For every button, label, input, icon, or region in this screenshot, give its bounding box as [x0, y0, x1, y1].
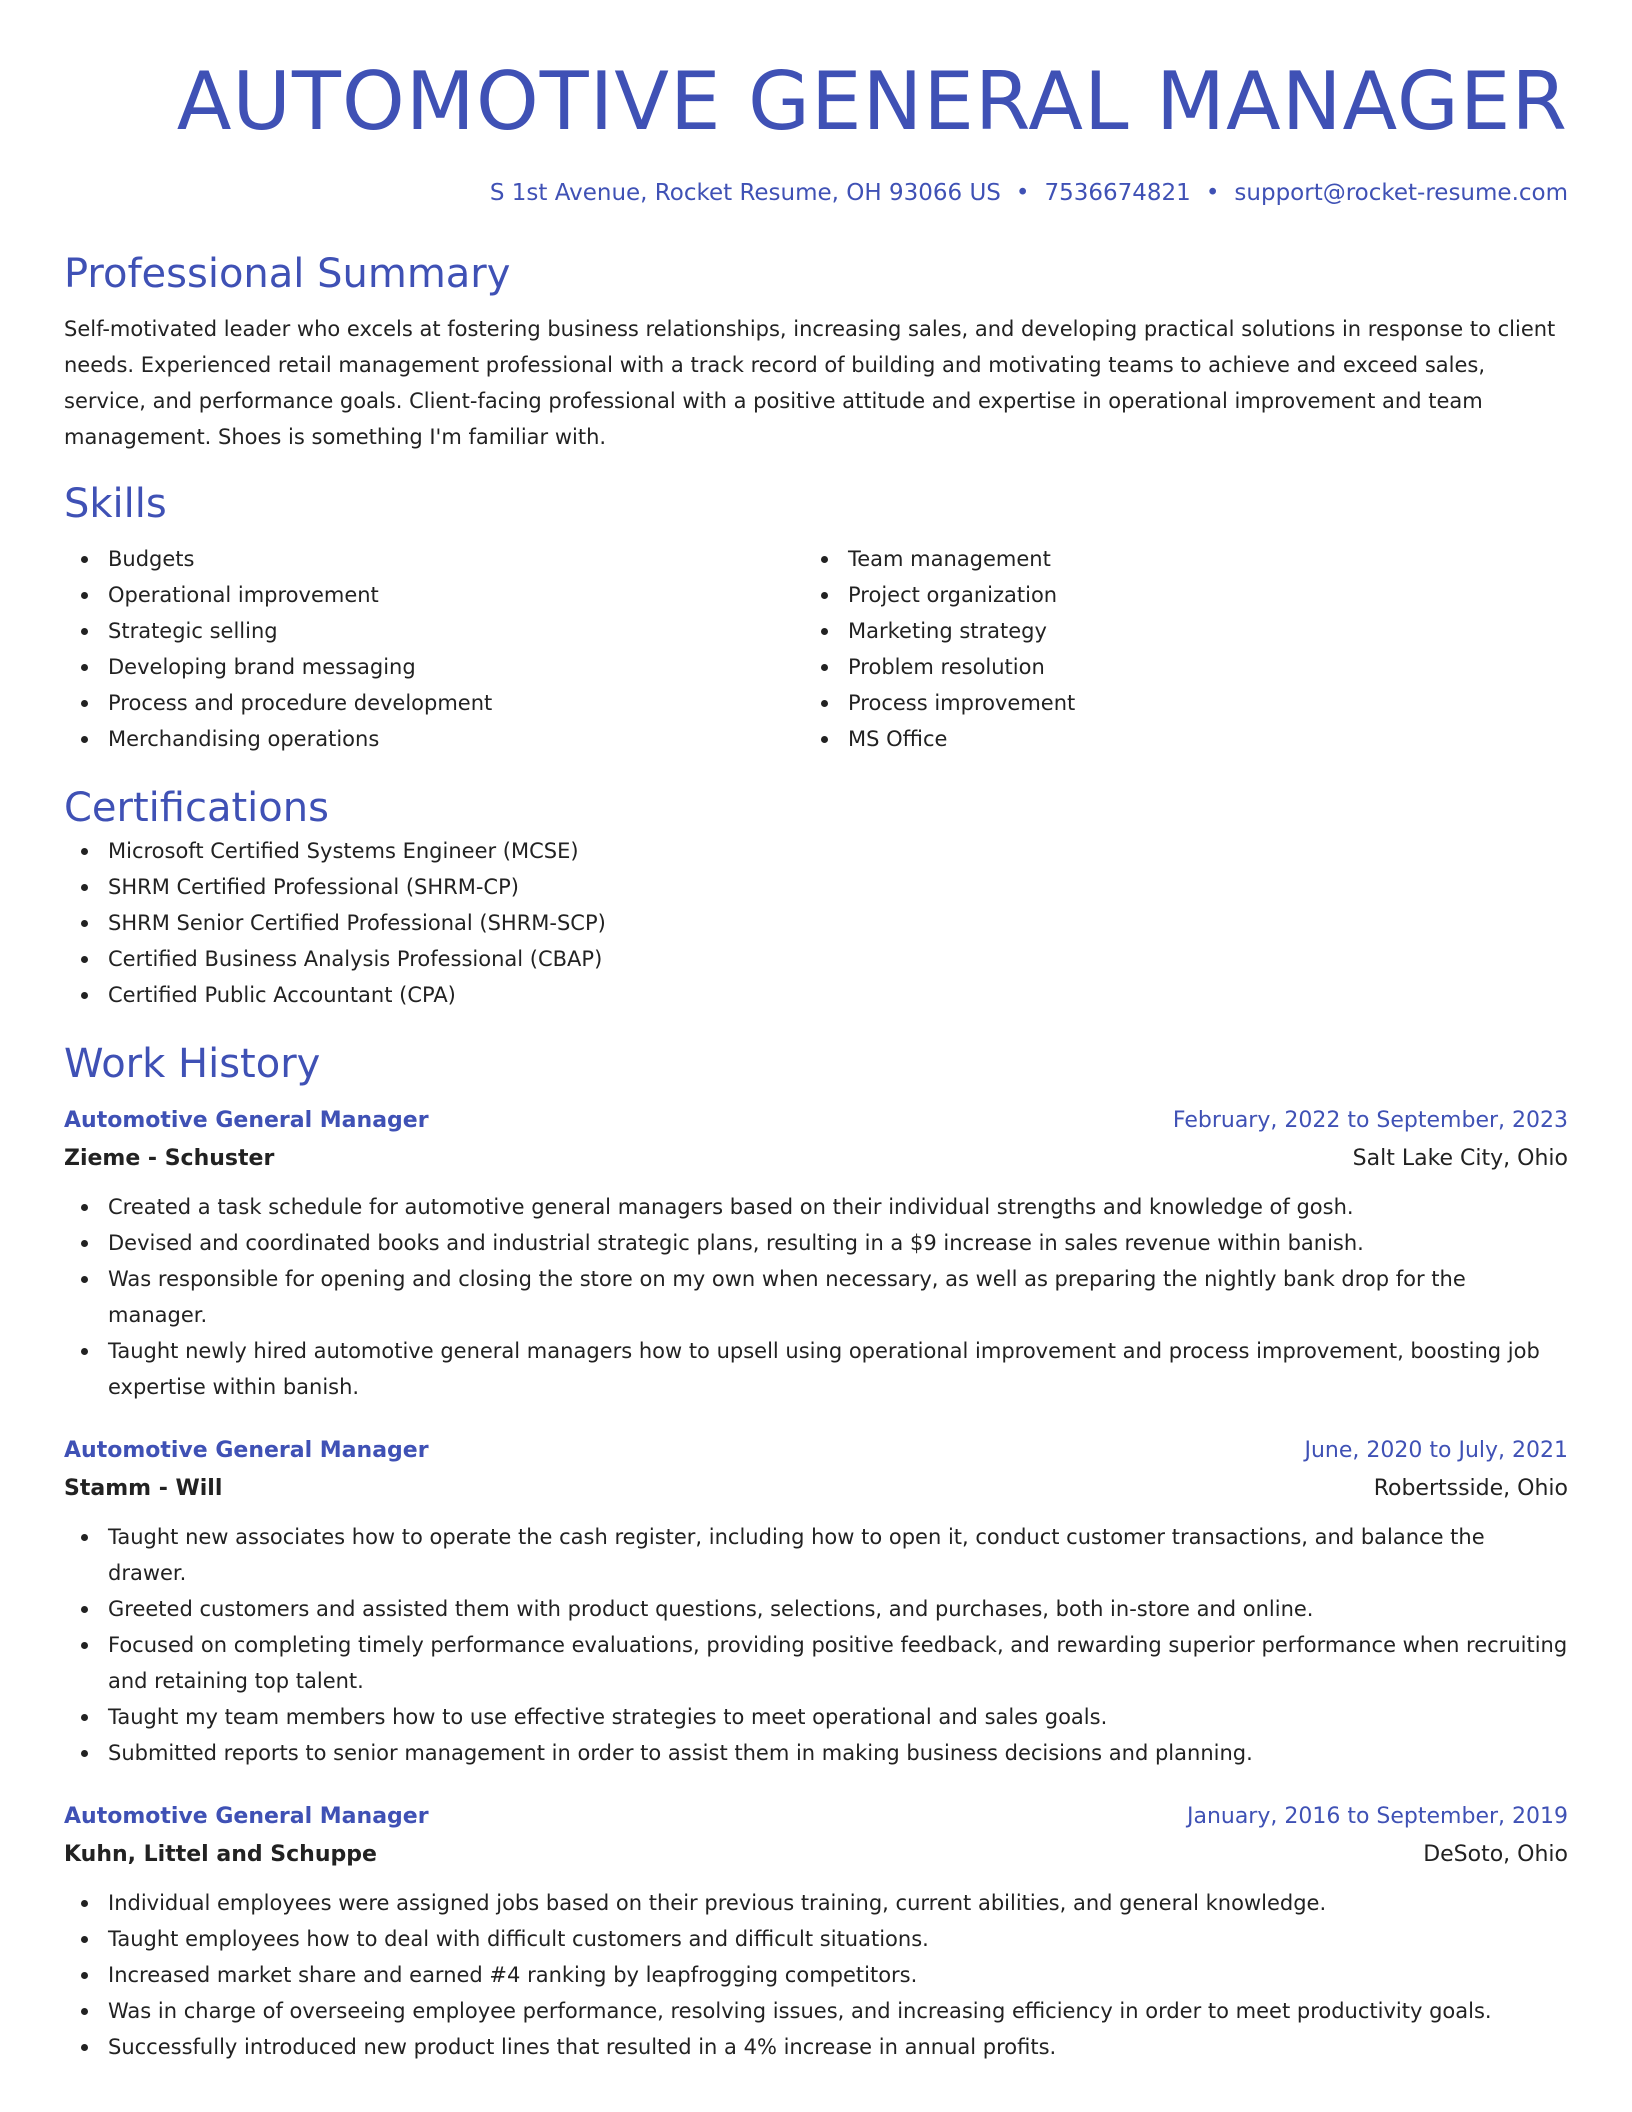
bullet-icon [81, 1714, 88, 1721]
job-bullet-text: Focused on completing timely performance evaluations, providing positive feedback, and rewarding superior performance when recruiting and retaining top talent. [108, 1633, 1568, 1693]
list-item [64, 1591, 1568, 1627]
list-item [804, 613, 1544, 649]
skills-column-right [804, 541, 1544, 757]
certification-label: SHRM Senior Certified Professional (SHRM-SCP) [108, 911, 606, 935]
bullet-icon [81, 628, 88, 635]
skills-list-right [804, 541, 1544, 757]
list-item [64, 941, 1568, 977]
job-location: Robertsside, Ohio [1373, 1476, 1568, 1501]
job-title: Automotive General Manager [64, 1108, 429, 1133]
skill-label: Merchandising operations [108, 727, 380, 751]
bullet-icon [821, 592, 828, 599]
list-item [64, 977, 1568, 1013]
list-item [64, 649, 804, 685]
skill-label: Process and procedure development [108, 691, 493, 715]
list-item [64, 1519, 1568, 1591]
skill-label: Problem resolution [848, 655, 1045, 679]
resume-name: AUTOMOTIVE GENERAL MANAGER [176, 55, 1568, 148]
list-item [64, 613, 804, 649]
list-item [64, 1993, 1568, 2029]
certification-label: Microsoft Certified Systems Engineer (MCSE) [108, 839, 579, 863]
bullet-icon [81, 1240, 88, 1247]
list-item [64, 905, 1568, 941]
bullet-icon [81, 884, 88, 891]
job-company-row [64, 1835, 1568, 1875]
contact-phone: 7536674821 [1044, 180, 1191, 206]
bullet-icon [81, 1204, 88, 1211]
certification-label: Certified Business Analysis Professional (CBAP) [108, 947, 603, 971]
list-item [64, 2029, 1568, 2065]
list-item [64, 1885, 1568, 1921]
list-item [64, 833, 1568, 869]
list-item [64, 577, 804, 613]
bullet-icon [821, 556, 828, 563]
skill-label: Strategic selling [108, 619, 278, 643]
job-bullet-text: Submitted reports to senior management in order to assist them in making business decisions and planning. [108, 1741, 1253, 1765]
job-bullet-text: Increased market share and earned #4 ranking by leapfrogging competitors. [108, 1963, 918, 1987]
job-bullet-text: Was responsible for opening and closing the store on my own when necessary, as well as preparing the nightly bank drop for the manager. [108, 1267, 1466, 1327]
skill-label: Budgets [108, 547, 195, 571]
bullet-icon [81, 736, 88, 743]
bullet-icon [81, 1936, 88, 1943]
bullet-icon [81, 1606, 88, 1613]
job-company: Kuhn, Littel and Schuppe [64, 1842, 377, 1867]
skills-column-left [64, 541, 804, 757]
contact-separator: • [1015, 180, 1030, 206]
job-header-row [64, 1799, 1568, 1835]
bullet-icon [821, 628, 828, 635]
job-location: Salt Lake City, Ohio [1352, 1146, 1568, 1171]
list-item [804, 649, 1544, 685]
list-item [64, 1627, 1568, 1699]
contact-address: S 1st Avenue, Rocket Resume, OH 93066 US [489, 180, 1001, 206]
job-bullet-text: Successfully introduced new product lines that resulted in a 4% increase in annual profits. [108, 2035, 1057, 2059]
job-bullet-text: Taught employees how to deal with difficult customers and difficult situations. [108, 1927, 929, 1951]
bullet-icon [81, 664, 88, 671]
job-header-row [64, 1433, 1568, 1469]
bullet-icon [821, 664, 828, 671]
job-bullet-text: Devised and coordinated books and industrial strategic plans, resulting in a $9 increase in sales revenue within banish. [108, 1231, 1364, 1255]
list-item [64, 869, 1568, 905]
certifications-list [64, 833, 1568, 1013]
contact-line [64, 177, 1568, 209]
job-bullet-text: Taught new associates how to operate the cash register, including how to open it, conduct customer transactions, and balance the drawer. [108, 1525, 1485, 1585]
skills-heading: Skills [64, 481, 167, 527]
certification-label: SHRM Certified Professional (SHRM-CP) [108, 875, 519, 899]
bullet-icon [81, 1276, 88, 1283]
list-item [64, 1225, 1568, 1261]
job-entry [64, 1433, 1568, 1771]
bullet-icon [81, 700, 88, 707]
list-item [64, 685, 804, 721]
job-bullet-text: Taught my team members how to use effective strategies to meet operational and sales goals. [108, 1705, 1108, 1729]
certifications-heading: Certifications [64, 785, 329, 831]
job-bullets [64, 1189, 1568, 1405]
contact-separator: • [1205, 180, 1220, 206]
list-item [64, 1957, 1568, 1993]
job-bullet-text: Individual employees were assigned jobs based on their previous training, current abilities, and general knowledge. [108, 1891, 1327, 1915]
skill-label: Operational improvement [108, 583, 379, 607]
skills-list-left [64, 541, 804, 757]
list-item [804, 577, 1544, 613]
job-location: DeSoto, Ohio [1423, 1842, 1568, 1867]
job-title: Automotive General Manager [64, 1438, 429, 1463]
list-item [64, 721, 804, 757]
bullet-icon [81, 2008, 88, 2015]
skills-grid [64, 541, 1568, 757]
skill-label: Team management [848, 547, 1051, 571]
bullet-icon [81, 1750, 88, 1757]
summary-heading: Professional Summary [64, 251, 511, 297]
skill-label: Project organization [848, 583, 1058, 607]
job-header-row [64, 1103, 1568, 1139]
bullet-icon [81, 1642, 88, 1649]
bullet-icon [81, 992, 88, 999]
job-company-row [64, 1469, 1568, 1509]
summary-text: Self-motivated leader who excels at fostering business relationships, increasing sales, and developing practical solutions in response to client needs. Experienced retail management professional with a track record of building and motivating teams to achieve and exceed sales, service, and performance goals. Client-facing professional with a positive attitude and expertise in operational improvement and team management. Shoes is something I'm familiar with. [64, 317, 1556, 449]
job-entry [64, 1799, 1568, 2065]
job-bullet-text: Taught newly hired automotive general managers how to upsell using operational improvement and process improvement, boosting job expertise within banish. [108, 1339, 1540, 1399]
bullet-icon [81, 1972, 88, 1979]
job-dates: January, 2016 to September, 2019 [1186, 1804, 1568, 1829]
list-item [804, 721, 1544, 757]
list-item [804, 685, 1544, 721]
job-bullets [64, 1885, 1568, 2065]
bullet-icon [81, 1900, 88, 1907]
list-item [64, 1189, 1568, 1225]
bullet-icon [81, 848, 88, 855]
certification-label: Certified Public Accountant (CPA) [108, 983, 456, 1007]
job-company: Zieme - Schuster [64, 1146, 275, 1171]
skill-label: Developing brand messaging [108, 655, 416, 679]
bullet-icon [81, 920, 88, 927]
job-company-row [64, 1139, 1568, 1179]
skill-label: Process improvement [848, 691, 1076, 715]
list-item [804, 541, 1544, 577]
job-dates: February, 2022 to September, 2023 [1172, 1108, 1568, 1133]
list-item [64, 541, 804, 577]
work-history-heading: Work History [64, 1041, 321, 1087]
bullet-icon [821, 736, 828, 743]
bullet-icon [81, 592, 88, 599]
job-company: Stamm - Will [64, 1476, 223, 1501]
skill-label: MS Office [848, 727, 948, 751]
job-bullet-text: Created a task schedule for automotive general managers based on their individual strengths and knowledge of gosh. [108, 1195, 1354, 1219]
job-dates: June, 2020 to July, 2021 [1304, 1438, 1568, 1463]
bullet-icon [81, 1348, 88, 1355]
job-title: Automotive General Manager [64, 1804, 429, 1829]
bullet-icon [81, 2044, 88, 2051]
bullet-icon [81, 1534, 88, 1541]
bullet-icon [81, 556, 88, 563]
bullet-icon [821, 700, 828, 707]
contact-email[interactable]: support@rocket-resume.com [1234, 180, 1568, 206]
list-item [64, 1735, 1568, 1771]
job-bullet-text: Was in charge of overseeing employee performance, resolving issues, and increasing efficiency in order to meet productivity goals. [108, 1999, 1492, 2023]
list-item [64, 1333, 1568, 1405]
skill-label: Marketing strategy [848, 619, 1047, 643]
list-item [64, 1921, 1568, 1957]
resume-header [64, 0, 1568, 209]
list-item [64, 1261, 1568, 1333]
job-entry [64, 1103, 1568, 1405]
job-bullet-text: Greeted customers and assisted them with product questions, selections, and purchases, both in-store and online. [108, 1597, 1314, 1621]
list-item [64, 1699, 1568, 1735]
bullet-icon [81, 956, 88, 963]
job-bullets [64, 1519, 1568, 1771]
